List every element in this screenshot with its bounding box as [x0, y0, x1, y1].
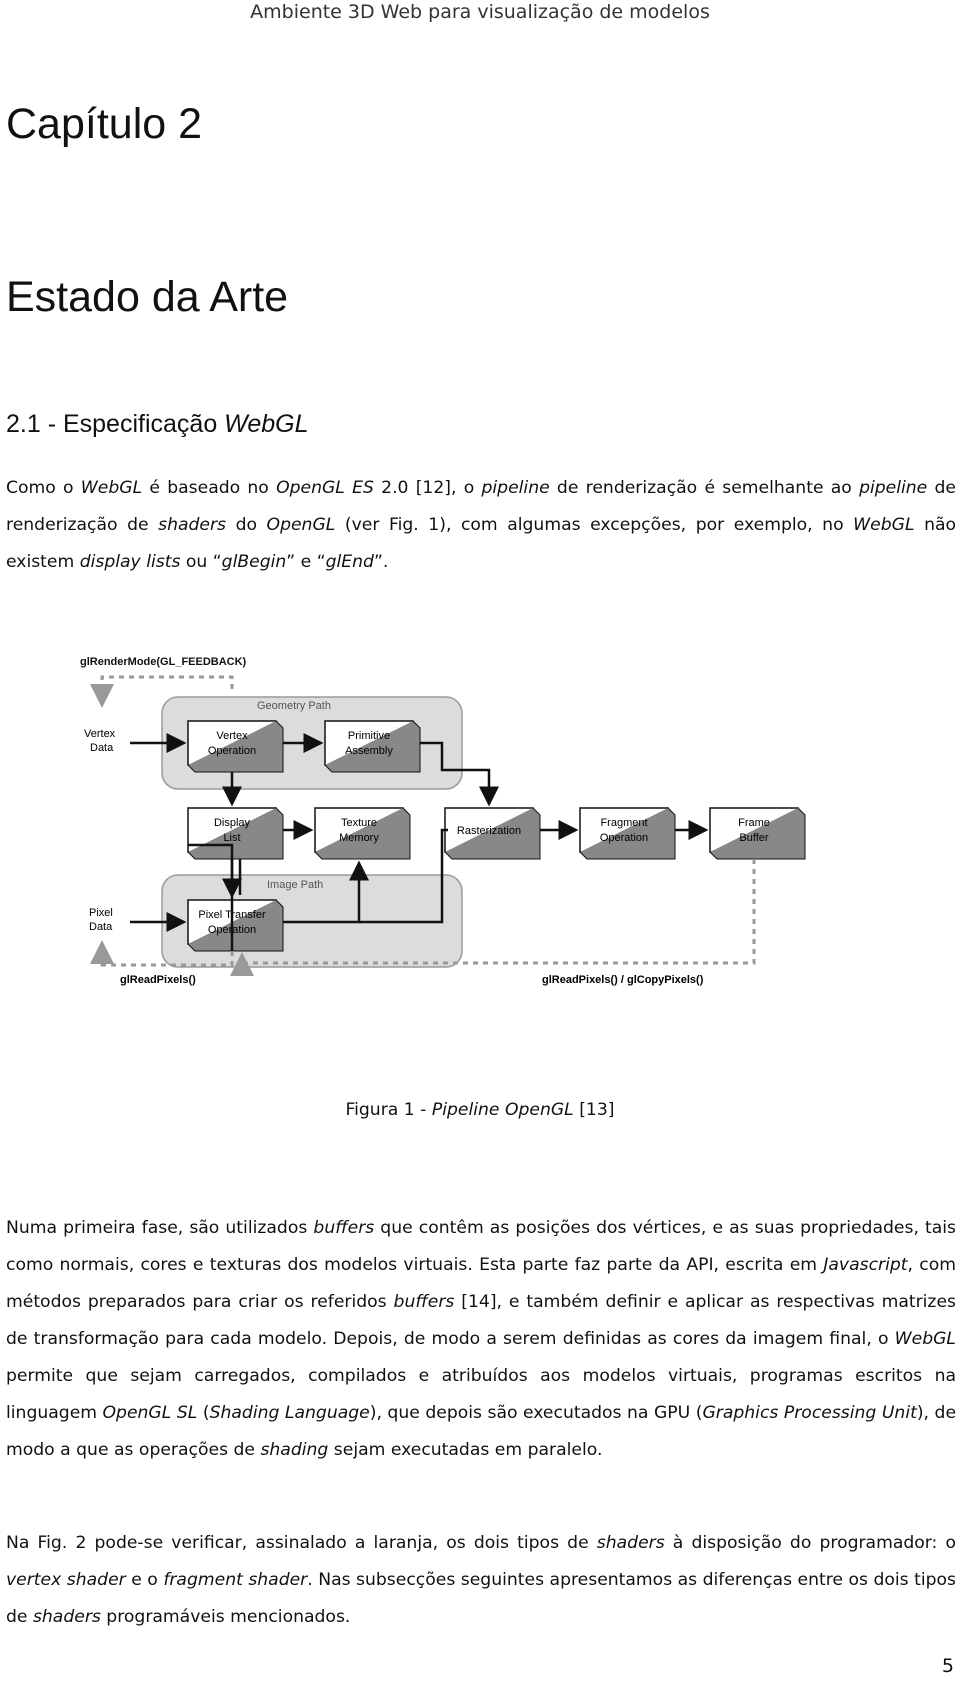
running-header: Ambiente 3D Web para visualização de modelos	[250, 1, 710, 23]
paragraph-buffers: Numa primeira fase, são utilizados buffers que contêm as posições dos vértices, e as suas propriedades, tais como normais, cores e texturas dos modelos virtuais. Esta parte faz parte da API, escrita em Javascript, com métodos preparados para criar os referidos buffers [14], e também definir e aplicar as respectivas matrizes de transformação para cada modelo. Depois, de modo a serem definidas as cores da imagem final, o WebGL permite que sejam carregados, compilados e atribuídos aos modelos virtuais, programas escritos na linguagem OpenGL SL (Shading Language), que depois são executados na GPU (Graphics Processing Unit), de modo a que as operações de shading sejam executadas em paralelo.	[6, 1218, 957, 1460]
svg-text:Rasterization: Rasterization	[456, 825, 522, 837]
vertex-data-label-2: Data	[90, 742, 114, 754]
section-title-italic: WebGL	[224, 410, 309, 438]
svg-text:List: List	[223, 832, 241, 844]
paragraph-shaders: Na Fig. 2 pode-se verificar, assinalado a laranja, os dois tipos de shaders à disposição do programador: o vertex shader e o fragment shader. Nas subsecções seguintes apresentamos as diferenças entre os dois tipos de shaders programáveis mencionados.	[6, 1533, 956, 1627]
svg-text:Memory: Memory	[339, 832, 379, 844]
section-number: 2.1 - Especificação	[6, 410, 225, 438]
paragraph-intro: Como o WebGL é baseado no OpenGL ES 2.0 [12], o pipeline de renderização é semelhante ao pipeline de renderização de shaders do OpenGL (ver Fig. 1), com algumas excepções, por exemplo, no WebGL não existem display lists ou “glBegin” e “glEnd”.	[6, 478, 957, 572]
pixel-data-label: Pixel	[89, 907, 113, 919]
figure-caption: Figura 1 - Pipeline OpenGL [13]	[345, 1100, 615, 1120]
image-path-label: Image Path	[267, 879, 324, 891]
svg-text:Vertex: Vertex	[216, 730, 248, 742]
svg-text:Operation: Operation	[207, 745, 257, 757]
pixel-data-label-2: Data	[89, 921, 113, 933]
pixel-transfer-box	[188, 900, 283, 951]
svg-text:Assembly: Assembly	[345, 745, 393, 757]
rasterization-box	[445, 808, 540, 859]
svg-text:Display: Display	[213, 817, 251, 829]
svg-text:Fragment: Fragment	[600, 817, 648, 829]
chapter-title: Estado da Arte	[6, 273, 289, 321]
svg-text:Texture: Texture	[340, 817, 378, 829]
vertex-operation-box	[188, 721, 283, 772]
display-list-box	[188, 808, 283, 859]
read-pixels-right-label: glReadPixels() / glCopyPixels()	[542, 974, 704, 986]
svg-text:Primitive: Primitive	[347, 730, 391, 742]
vertex-data-label: Vertex	[84, 728, 116, 740]
frame-buffer-box	[710, 808, 805, 859]
geometry-path-label: Geometry Path	[257, 700, 331, 712]
read-pixels-left-label: glReadPixels()	[120, 974, 196, 986]
svg-text:Operation: Operation	[207, 924, 257, 936]
svg-text:Operation: Operation	[599, 832, 649, 844]
opengl-pipeline-figure	[80, 656, 880, 1090]
primitive-assembly-box	[325, 721, 420, 772]
section-heading	[6, 410, 308, 439]
fragment-operation-box	[580, 808, 675, 859]
gl-render-mode-label: glRenderMode(GL_FEEDBACK)	[80, 656, 247, 668]
page-number: 5	[941, 1655, 954, 1677]
svg-text:Frame: Frame	[738, 817, 770, 829]
svg-text:Pixel Transfer: Pixel Transfer	[198, 909, 266, 921]
svg-text:Buffer: Buffer	[739, 832, 769, 844]
texture-memory-box	[315, 808, 410, 859]
chapter-label: Capítulo 2	[6, 100, 203, 148]
